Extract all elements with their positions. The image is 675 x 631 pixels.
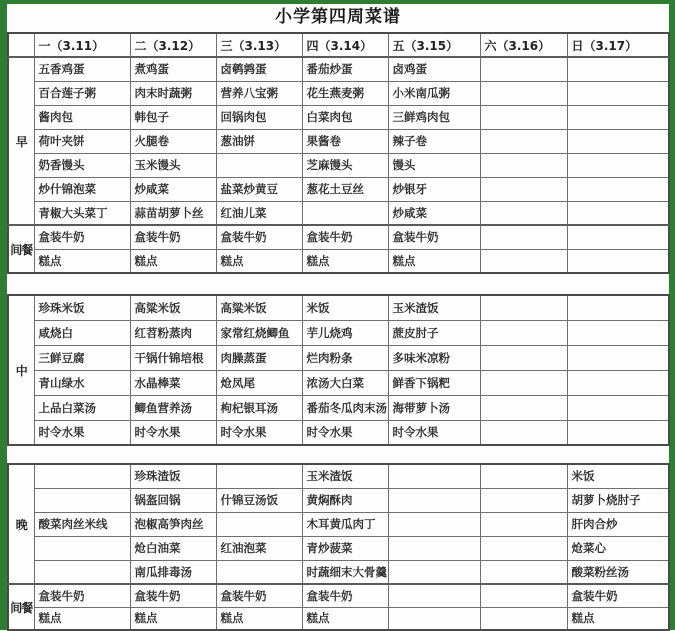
menu-cell-breakfast-r1-c2: 煮鸡蛋	[130, 57, 216, 81]
menu-cell-snack-pm-r2-c6	[480, 607, 567, 630]
menu-cell-breakfast-r7-c2: 蒜苗胡萝卜丝	[130, 201, 216, 225]
menu-cell-snack-am-r1-c7	[567, 225, 669, 249]
menu-table-2	[7, 294, 670, 446]
menu-cell-dinner-r3-c1: 酸菜肉丝米线	[34, 512, 130, 536]
menu-cell-breakfast-r4-c6	[480, 129, 567, 153]
menu-cell-dinner-r1-c7: 米饭	[567, 464, 669, 488]
menu-cell-lunch-r2-c1: 咸烧白	[34, 320, 130, 345]
menu-cell-breakfast-r6-c6	[480, 177, 567, 201]
menu-cell-lunch-r1-c7	[567, 295, 669, 320]
day-header-4: 四（3.14）	[302, 33, 388, 57]
menu-cell-breakfast-r4-c1: 荷叶夹饼	[34, 129, 130, 153]
menu-cell-lunch-r3-c5: 多味米凉粉	[388, 345, 480, 370]
menu-cell-snack-am-r2-c1: 糕点	[34, 249, 130, 273]
menu-cell-lunch-r1-c5: 玉米渣饭	[388, 295, 480, 320]
corner-cell	[8, 33, 34, 57]
menu-cell-breakfast-r6-c4: 葱花土豆丝	[302, 177, 388, 201]
menu-cell-snack-am-r1-c4: 盒装牛奶	[302, 225, 388, 249]
menu-cell-lunch-r6-c3: 时令水果	[216, 420, 302, 445]
menu-cell-dinner-r1-c2: 珍珠渣饭	[130, 464, 216, 488]
menu-cell-dinner-r4-c7: 炝菜心	[567, 536, 669, 560]
section-label-snack-pm: 间餐	[8, 584, 34, 630]
menu-cell-lunch-r4-c1: 青山绿水	[34, 370, 130, 395]
menu-cell-breakfast-r5-c6	[480, 153, 567, 177]
menu-cell-dinner-r1-c1	[34, 464, 130, 488]
menu-cell-lunch-r6-c1: 时令水果	[34, 420, 130, 445]
menu-cell-breakfast-r2-c3: 营养八宝粥	[216, 81, 302, 105]
menu-cell-dinner-r5-c1	[34, 560, 130, 584]
menu-cell-breakfast-r6-c1: 炒什锦泡菜	[34, 177, 130, 201]
menu-cell-lunch-r1-c1: 珍珠米饭	[34, 295, 130, 320]
menu-table-1	[7, 32, 670, 274]
menu-cell-lunch-r5-c6	[480, 395, 567, 420]
section-label-lunch: 中	[8, 295, 34, 445]
menu-cell-lunch-r4-c5: 鲜香下锅粑	[388, 370, 480, 395]
menu-cell-breakfast-r7-c4	[302, 201, 388, 225]
menu-cell-dinner-r2-c6	[480, 488, 567, 512]
menu-cell-dinner-r3-c4: 木耳黄瓜肉丁	[302, 512, 388, 536]
menu-cell-breakfast-r1-c7	[567, 57, 669, 81]
menu-cell-snack-am-r1-c5: 盒装牛奶	[388, 225, 480, 249]
menu-cell-dinner-r2-c5	[388, 488, 480, 512]
menu-cell-lunch-r3-c3: 肉臊蒸蛋	[216, 345, 302, 370]
menu-cell-dinner-r4-c1	[34, 536, 130, 560]
menu-cell-breakfast-r1-c1: 五香鸡蛋	[34, 57, 130, 81]
menu-cell-lunch-r6-c4: 时令水果	[302, 420, 388, 445]
menu-cell-snack-pm-r2-c3: 糕点	[216, 607, 302, 630]
menu-cell-dinner-r2-c2: 锅盔回锅	[130, 488, 216, 512]
menu-cell-lunch-r2-c2: 红苕粉蒸肉	[130, 320, 216, 345]
menu-cell-breakfast-r2-c7	[567, 81, 669, 105]
menu-cell-breakfast-r2-c1: 百合莲子粥	[34, 81, 130, 105]
menu-cell-snack-am-r2-c4: 糕点	[302, 249, 388, 273]
menu-cell-breakfast-r6-c7	[567, 177, 669, 201]
menu-cell-dinner-r3-c6	[480, 512, 567, 536]
menu-cell-snack-pm-r1-c1: 盒装牛奶	[34, 584, 130, 607]
menu-cell-breakfast-r3-c4: 白菜肉包	[302, 105, 388, 129]
menu-cell-lunch-r5-c4: 番茄冬瓜肉末汤	[302, 395, 388, 420]
menu-cell-lunch-r1-c6	[480, 295, 567, 320]
menu-cell-breakfast-r2-c2: 肉末时蔬粥	[130, 81, 216, 105]
menu-cell-breakfast-r6-c3: 盐菜炒黄豆	[216, 177, 302, 201]
menu-cell-dinner-r5-c6	[480, 560, 567, 584]
menu-cell-snack-am-r2-c3: 糕点	[216, 249, 302, 273]
menu-cell-dinner-r1-c3	[216, 464, 302, 488]
menu-cell-lunch-r1-c2: 高粱米饭	[130, 295, 216, 320]
menu-cell-breakfast-r1-c3: 卤鹌鹑蛋	[216, 57, 302, 81]
menu-cell-lunch-r4-c2: 水晶棒菜	[130, 370, 216, 395]
menu-cell-snack-am-r1-c6	[480, 225, 567, 249]
menu-cell-snack-pm-r2-c5	[388, 607, 480, 630]
menu-cell-lunch-r3-c6	[480, 345, 567, 370]
menu-cell-lunch-r2-c3: 家常红烧鲫鱼	[216, 320, 302, 345]
menu-cell-snack-pm-r2-c1: 糕点	[34, 607, 130, 630]
menu-cell-lunch-r1-c4: 米饭	[302, 295, 388, 320]
menu-cell-dinner-r5-c7: 酸菜粉丝汤	[567, 560, 669, 584]
menu-cell-snack-pm-r2-c2: 糕点	[130, 607, 216, 630]
menu-cell-breakfast-r5-c4: 芝麻馒头	[302, 153, 388, 177]
day-header-5: 五（3.15）	[388, 33, 480, 57]
menu-cell-lunch-r5-c7	[567, 395, 669, 420]
menu-cell-snack-am-r2-c7	[567, 249, 669, 273]
menu-cell-breakfast-r5-c2: 玉米馒头	[130, 153, 216, 177]
menu-cell-breakfast-r3-c7	[567, 105, 669, 129]
menu-cell-snack-am-r2-c2: 糕点	[130, 249, 216, 273]
menu-cell-breakfast-r6-c2: 炒咸菜	[130, 177, 216, 201]
day-header-3: 三（3.13）	[216, 33, 302, 57]
menu-cell-breakfast-r5-c5: 馒头	[388, 153, 480, 177]
section-label-dinner: 晚	[8, 464, 34, 584]
menu-cell-snack-am-r1-c1: 盒装牛奶	[34, 225, 130, 249]
menu-cell-lunch-r3-c4: 烂肉粉条	[302, 345, 388, 370]
menu-cell-breakfast-r4-c7	[567, 129, 669, 153]
menu-cell-snack-pm-r1-c4: 盒装牛奶	[302, 584, 388, 607]
menu-cell-breakfast-r5-c3	[216, 153, 302, 177]
menu-cell-lunch-r2-c5: 蔗皮肘子	[388, 320, 480, 345]
page-title: 小学第四周菜谱	[275, 7, 401, 27]
menu-cell-breakfast-r4-c2: 火腿卷	[130, 129, 216, 153]
menu-cell-breakfast-r2-c5: 小米南瓜粥	[388, 81, 480, 105]
menu-cell-snack-pm-r2-c7: 糕点	[567, 607, 669, 630]
section-label-breakfast: 早	[8, 57, 34, 225]
menu-cell-dinner-r3-c7: 肝肉合炒	[567, 512, 669, 536]
menu-cell-snack-pm-r1-c3: 盒装牛奶	[216, 584, 302, 607]
menu-cell-lunch-r5-c2: 鲫鱼营养汤	[130, 395, 216, 420]
menu-cell-dinner-r5-c3	[216, 560, 302, 584]
menu-cell-lunch-r6-c2: 时令水果	[130, 420, 216, 445]
menu-cell-breakfast-r4-c4: 果酱卷	[302, 129, 388, 153]
section-label-snack-am: 间餐	[8, 225, 34, 273]
menu-cell-snack-pm-r1-c6	[480, 584, 567, 607]
menu-cell-snack-pm-r1-c5	[388, 584, 480, 607]
menu-cell-breakfast-r5-c1: 奶香馒头	[34, 153, 130, 177]
menu-cell-dinner-r4-c6	[480, 536, 567, 560]
menu-cell-breakfast-r3-c1: 酱肉包	[34, 105, 130, 129]
menu-cell-lunch-r1-c3: 高粱米饭	[216, 295, 302, 320]
menu-cell-snack-am-r2-c6	[480, 249, 567, 273]
menu-cell-breakfast-r1-c5: 卤鸡蛋	[388, 57, 480, 81]
menu-cell-lunch-r4-c3: 炝凤尾	[216, 370, 302, 395]
menu-cell-lunch-r6-c7	[567, 420, 669, 445]
day-header-1: 一（3.11）	[34, 33, 130, 57]
menu-cell-snack-pm-r2-c4: 糕点	[302, 607, 388, 630]
menu-cell-dinner-r1-c6	[480, 464, 567, 488]
menu-cell-dinner-r3-c2: 泡椒高笋肉丝	[130, 512, 216, 536]
menu-cell-breakfast-r7-c1: 青椒大头菜丁	[34, 201, 130, 225]
menu-cell-dinner-r3-c3	[216, 512, 302, 536]
menu-cell-lunch-r6-c5: 时令水果	[388, 420, 480, 445]
menu-cell-dinner-r4-c4: 青炒菠菜	[302, 536, 388, 560]
menu-cell-lunch-r4-c4: 浓汤大白菜	[302, 370, 388, 395]
menu-cell-dinner-r4-c3: 红油泡菜	[216, 536, 302, 560]
menu-cell-breakfast-r3-c2: 韩包子	[130, 105, 216, 129]
menu-cell-dinner-r3-c5	[388, 512, 480, 536]
menu-cell-breakfast-r7-c5: 炒咸菜	[388, 201, 480, 225]
menu-cell-lunch-r5-c1: 上品白菜汤	[34, 395, 130, 420]
menu-cell-dinner-r5-c4: 时蔬细末大骨羹	[302, 560, 388, 584]
menu-cell-dinner-r2-c4: 黄焖酥肉	[302, 488, 388, 512]
menu-cell-lunch-r2-c7	[567, 320, 669, 345]
menu-cell-breakfast-r7-c7	[567, 201, 669, 225]
menu-cell-dinner-r4-c5	[388, 536, 480, 560]
menu-cell-lunch-r5-c3: 枸杞银耳汤	[216, 395, 302, 420]
menu-tables	[7, 32, 669, 631]
menu-cell-dinner-r1-c4: 玉米渣饭	[302, 464, 388, 488]
menu-cell-breakfast-r7-c3: 红油儿菜	[216, 201, 302, 225]
menu-cell-lunch-r3-c7	[567, 345, 669, 370]
menu-table-3	[7, 463, 670, 631]
menu-cell-snack-am-r1-c2: 盒装牛奶	[130, 225, 216, 249]
day-header-6: 六（3.16）	[480, 33, 567, 57]
menu-cell-breakfast-r5-c7	[567, 153, 669, 177]
menu-cell-breakfast-r4-c5: 辣子卷	[388, 129, 480, 153]
menu-cell-breakfast-r3-c6	[480, 105, 567, 129]
menu-cell-lunch-r2-c6	[480, 320, 567, 345]
menu-cell-snack-am-r2-c5: 糕点	[388, 249, 480, 273]
menu-cell-snack-am-r1-c3: 盒装牛奶	[216, 225, 302, 249]
menu-cell-dinner-r1-c5	[388, 464, 480, 488]
menu-cell-lunch-r3-c1: 三鲜豆腐	[34, 345, 130, 370]
menu-cell-snack-pm-r1-c7: 盒装牛奶	[567, 584, 669, 607]
menu-cell-breakfast-r2-c4: 花生燕麦粥	[302, 81, 388, 105]
menu-cell-dinner-r2-c1	[34, 488, 130, 512]
day-header-2: 二（3.12）	[130, 33, 216, 57]
menu-cell-breakfast-r6-c5: 炒银牙	[388, 177, 480, 201]
menu-cell-dinner-r2-c7: 胡萝卜烧肘子	[567, 488, 669, 512]
menu-cell-breakfast-r2-c6	[480, 81, 567, 105]
day-header-7: 日（3.17）	[567, 33, 669, 57]
menu-cell-breakfast-r1-c4: 番茄炒蛋	[302, 57, 388, 81]
menu-cell-breakfast-r3-c5: 三鲜鸡肉包	[388, 105, 480, 129]
menu-cell-breakfast-r3-c3: 回锅肉包	[216, 105, 302, 129]
menu-cell-snack-pm-r1-c2: 盒装牛奶	[130, 584, 216, 607]
menu-cell-dinner-r2-c3: 什锦豆汤饭	[216, 488, 302, 512]
menu-cell-breakfast-r1-c6	[480, 57, 567, 81]
menu-cell-lunch-r4-c6	[480, 370, 567, 395]
menu-cell-lunch-r4-c7	[567, 370, 669, 395]
menu-cell-dinner-r5-c2: 南瓜排毒汤	[130, 560, 216, 584]
menu-cell-lunch-r3-c2: 干锅什锦培根	[130, 345, 216, 370]
menu-cell-breakfast-r7-c6	[480, 201, 567, 225]
menu-cell-lunch-r6-c6	[480, 420, 567, 445]
menu-cell-dinner-r4-c2: 炝白油菜	[130, 536, 216, 560]
menu-cell-dinner-r5-c5	[388, 560, 480, 584]
menu-cell-lunch-r5-c5: 海带萝卜汤	[388, 395, 480, 420]
menu-cell-breakfast-r4-c3: 葱油饼	[216, 129, 302, 153]
menu-cell-lunch-r2-c4: 芋儿烧鸡	[302, 320, 388, 345]
